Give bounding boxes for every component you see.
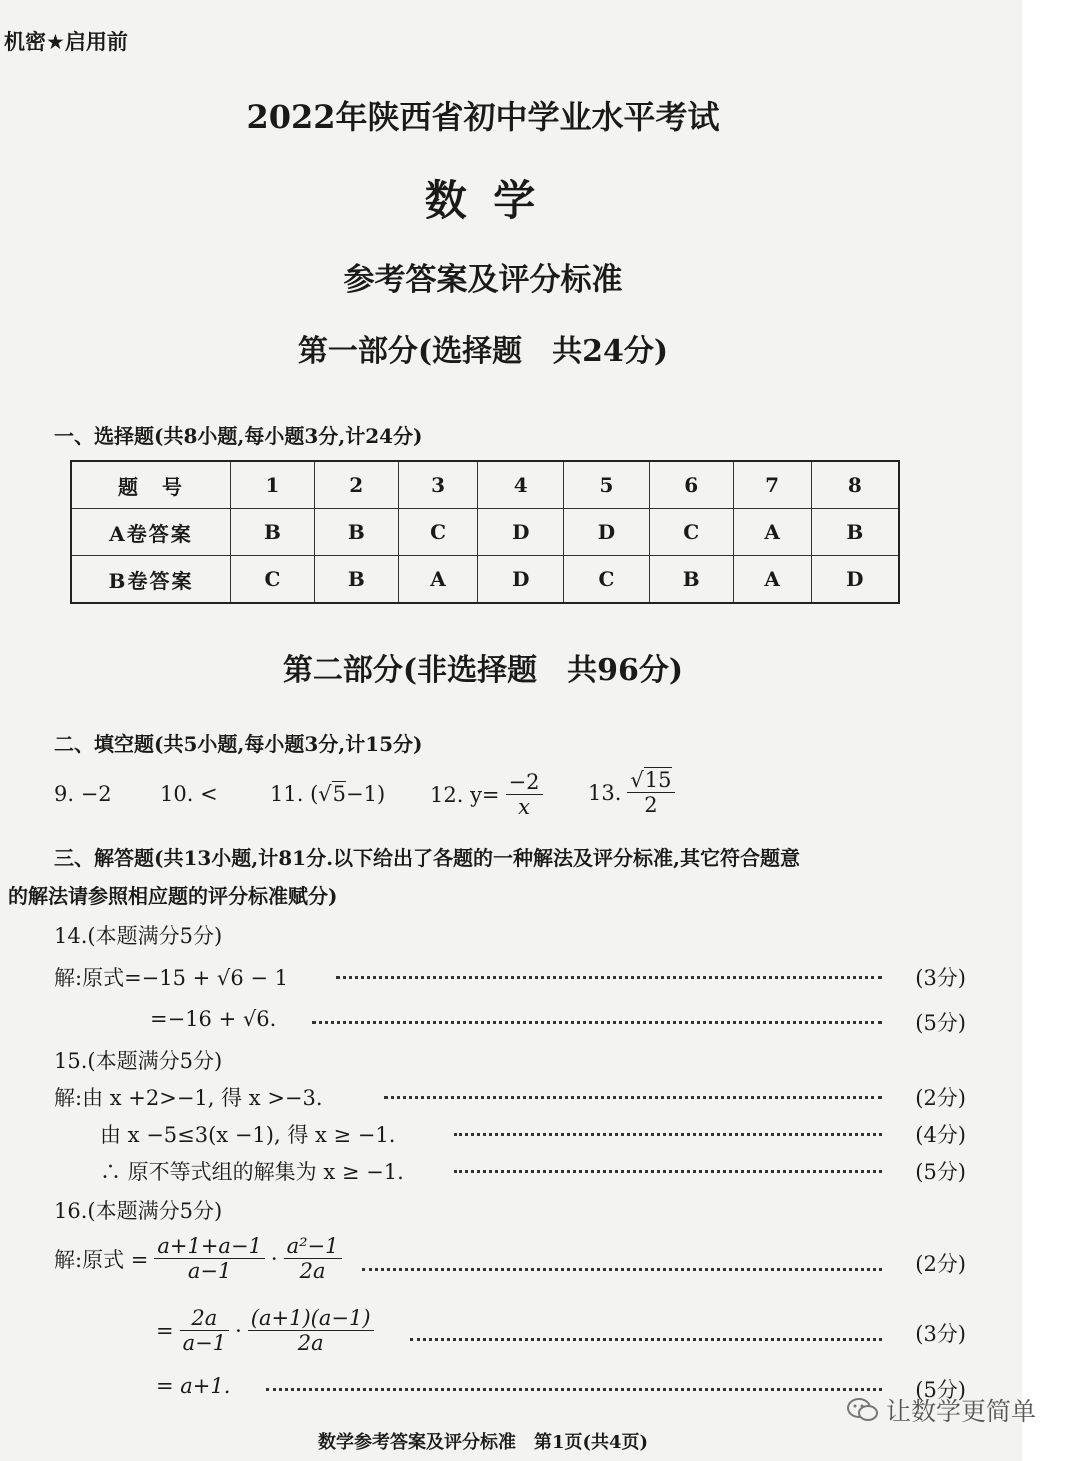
q16-step2-fraction1 (180, 1306, 229, 1355)
page-footer: 数学参考答案及评分标准 第1页(共4页) (317, 1432, 649, 1453)
question-number: 5 (564, 461, 650, 509)
q16-step2 (156, 1306, 374, 1355)
q15-step3: ∴ 原不等式组的解集为 x ≥ −1. (100, 1160, 404, 1184)
leader-dots (312, 1021, 882, 1024)
q16-step3-points: (5分) (915, 1378, 966, 1402)
fraction-numerator: 2a (180, 1306, 229, 1331)
fraction-denominator: x (518, 795, 530, 820)
answer-table (70, 460, 900, 604)
answer-cell: A (398, 556, 478, 604)
fraction-numerator: (a+1)(a−1) (248, 1306, 374, 1331)
question-number: 3 (398, 461, 478, 509)
question-number: 8 (811, 461, 899, 509)
confidential-label: 机密★启用前 (4, 30, 128, 54)
answer-cell: C (231, 556, 315, 604)
table-row (71, 509, 899, 556)
answer-13-fraction (627, 768, 674, 817)
part1-title: 第一部分(选择题 共24分) (297, 334, 669, 369)
answer-cell: A (733, 556, 811, 604)
q16-step1-prefix: 解:原式 = (54, 1247, 149, 1272)
document-title: 参考答案及评分标准 (343, 262, 623, 298)
table-row (71, 461, 899, 509)
answer-13-radicand: 15 (644, 768, 672, 792)
question-number: 1 (231, 461, 315, 509)
question-number: 4 (478, 461, 564, 509)
fraction-denominator: 2a (297, 1331, 324, 1356)
question-number: 2 (314, 461, 398, 509)
q15-step1: 解:由 x +2>−1, 得 x >−3. (54, 1086, 323, 1110)
q14-step2: =−16 + √6. (150, 1007, 277, 1031)
q16-heading: 16.(本题满分5分) (54, 1199, 223, 1223)
watermark (846, 1392, 1036, 1428)
q15-step1-points: (2分) (915, 1086, 966, 1110)
watermark-text: 让数学更简单 (886, 1397, 1037, 1426)
subject-title: 数 学 (424, 176, 542, 225)
answer-cell: C (398, 509, 478, 556)
answer-11-radicand: 5 (332, 782, 347, 806)
answer-12-fraction (506, 770, 543, 819)
multiply-dot: · (235, 1318, 242, 1343)
answer-cell: D (478, 509, 564, 556)
answer-cell: D (811, 556, 899, 604)
q15-step3-points: (5分) (915, 1160, 966, 1184)
leader-dots (266, 1388, 882, 1391)
question-number: 6 (649, 461, 733, 509)
answer-13 (588, 768, 675, 817)
q15-heading: 15.(本题满分5分) (54, 1049, 223, 1073)
fraction-denominator: 2a (299, 1259, 326, 1284)
row-label: A卷答案 (71, 509, 231, 556)
leader-dots (454, 1133, 882, 1136)
fraction-denominator: a−1 (187, 1259, 232, 1284)
table-row (71, 556, 899, 604)
section1-title: 一、选择题(共8小题,每小题3分,计24分) (54, 424, 423, 448)
q16-step1-points: (2分) (915, 1252, 966, 1276)
answer-10: 10. < (160, 782, 218, 806)
fraction-denominator: 2 (644, 793, 658, 818)
leader-dots (384, 1096, 882, 1099)
answer-cell: A (733, 509, 811, 556)
q15-step2-points: (4分) (915, 1123, 966, 1147)
fraction-numerator: −2 (506, 770, 543, 795)
answer-cell: C (564, 556, 650, 604)
table-header-label: 题 号 (71, 461, 231, 509)
fraction-numerator: √15 (627, 768, 674, 793)
q14-step1: 解:原式=−15 + √6 − 1 (54, 966, 288, 990)
answer-11-prefix: 11. ( (270, 782, 319, 806)
fraction-denominator: a−1 (182, 1331, 227, 1356)
wechat-icon (846, 1397, 880, 1423)
fraction-numerator: a²−1 (284, 1234, 342, 1259)
exam-title: 2022年陕西省初中学业水平考试 (246, 98, 720, 136)
leader-dots (410, 1338, 882, 1341)
leader-dots (454, 1170, 882, 1173)
q16-step1-fraction2 (284, 1234, 342, 1283)
section3-title-line2: 的解法请参照相应题的评分标准赋分) (8, 884, 338, 908)
answer-cell: D (564, 509, 650, 556)
answer-cell: B (811, 509, 899, 556)
answer-cell: B (649, 556, 733, 604)
q15-step2: 由 x −5≤3(x −1), 得 x ≥ −1. (100, 1123, 396, 1147)
answer-cell: B (231, 509, 315, 556)
answer-12-prefix: 12. y= (430, 782, 500, 807)
section3-title-line1: 三、解答题(共13小题,计81分.以下给出了各题的一种解法及评分标准,其它符合题意 (54, 846, 801, 870)
q16-step1-fraction1 (154, 1234, 265, 1283)
answer-cell: B (314, 556, 398, 604)
answer-cell: B (314, 509, 398, 556)
leader-dots (362, 1268, 882, 1271)
row-label: B卷答案 (71, 556, 231, 604)
q14-heading: 14.(本题满分5分) (54, 924, 223, 948)
q16-step2-prefix: = (156, 1318, 174, 1343)
answer-12 (430, 770, 543, 819)
question-number: 7 (733, 461, 811, 509)
answer-9: 9. −2 (54, 782, 112, 806)
answer-11-suffix: −1) (346, 782, 386, 806)
answer-13-prefix: 13. (588, 780, 622, 805)
answer-11: 11. (√5−1) (270, 782, 386, 806)
q16-step3: = a+1. (156, 1374, 231, 1398)
q16-step2-fraction2 (248, 1306, 374, 1355)
fraction-numerator: a+1+a−1 (154, 1234, 265, 1259)
multiply-dot: · (270, 1246, 278, 1271)
answer-cell: D (478, 556, 564, 604)
q16-step2-points: (3分) (915, 1322, 966, 1346)
part2-title: 第二部分(非选择题 共96分) (282, 653, 684, 688)
leader-dots (336, 976, 882, 979)
section2-title: 二、填空题(共5小题,每小题3分,计15分) (54, 732, 423, 756)
q14-step2-points: (5分) (915, 1011, 966, 1035)
answer-cell: C (649, 509, 733, 556)
q16-step1 (54, 1234, 342, 1283)
q14-step1-points: (3分) (915, 966, 966, 990)
